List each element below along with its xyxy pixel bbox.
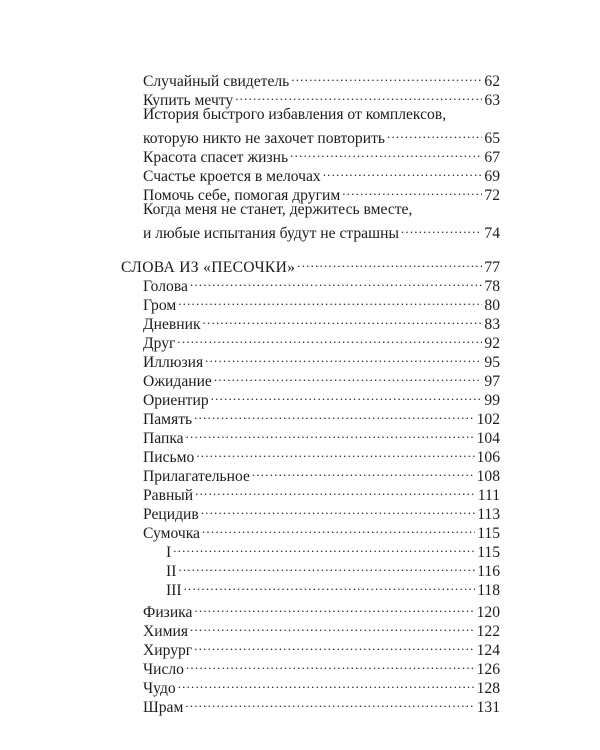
toc-entry-page: 104	[476, 430, 500, 447]
toc-entry-title: Гром	[143, 297, 177, 314]
toc-entry[interactable]	[143, 501, 500, 523]
toc-entry-title: Хирург	[143, 642, 193, 659]
toc-subentry-title: III	[166, 582, 182, 599]
dot-leader	[290, 144, 482, 162]
toc-entry[interactable]	[143, 273, 500, 295]
toc-entry-page: 83	[484, 316, 500, 333]
toc-entry-title: Дневник	[143, 316, 201, 333]
toc-subentry-title: II	[166, 563, 177, 580]
toc-entry-page: 122	[476, 623, 500, 640]
toc-entry-page: 108	[476, 468, 500, 485]
toc-entry-page: 128	[476, 680, 500, 697]
toc-entry-page: 65	[484, 130, 500, 147]
toc-entry[interactable]	[143, 87, 500, 109]
toc-entry-title: которую никто не захочет повторить	[143, 130, 385, 147]
toc-entry-page: 113	[477, 506, 500, 523]
toc-entry-title: Иллюзия	[143, 354, 204, 371]
dot-leader	[178, 675, 475, 693]
toc-entry-title-line1: История быстрого избавления от комплексов,	[143, 106, 447, 123]
dot-leader	[173, 539, 475, 557]
dot-leader	[185, 694, 474, 712]
dot-leader	[184, 577, 476, 595]
toc-entry-title: Счастье кроется в мелочах	[143, 168, 321, 185]
toc-entry[interactable]	[143, 463, 500, 485]
toc-entry[interactable]	[143, 618, 500, 640]
toc-entry-title: Прилагательное	[143, 468, 250, 485]
toc-entry-title: Случайный свидетель	[143, 73, 290, 90]
toc-entry-page: 67	[484, 149, 500, 166]
toc-entry[interactable]	[143, 311, 500, 333]
toc-entry-title: Память	[143, 411, 193, 428]
dot-leader	[203, 311, 483, 329]
dot-leader	[195, 482, 476, 500]
toc-entry-page: 69	[484, 168, 500, 185]
toc-entry[interactable]	[143, 694, 500, 716]
toc-entry[interactable]	[143, 220, 500, 242]
toc-subentry[interactable]	[166, 539, 500, 561]
toc-entry-page: 99	[484, 392, 500, 409]
toc-entry[interactable]	[143, 125, 500, 147]
dot-leader	[196, 444, 474, 462]
toc-entry-page: 97	[484, 373, 500, 390]
toc-entry[interactable]	[143, 656, 500, 678]
dot-leader	[201, 501, 475, 519]
toc-entry-page: 126	[476, 661, 500, 678]
toc-subentry-page: 115	[477, 544, 500, 561]
dot-leader	[401, 220, 482, 238]
toc-entry[interactable]	[143, 68, 500, 90]
toc-entry-title: Равный	[143, 487, 194, 504]
toc-entry-title: Красота спасет жизнь	[143, 149, 289, 166]
toc-entry-page: 102	[476, 411, 500, 428]
toc-entry-title-line1: Когда меня не станет, держитесь вместе,	[143, 201, 413, 218]
toc-entry-page: 78	[484, 278, 500, 295]
toc-entry-page: 74	[484, 225, 500, 242]
toc-entry-title: Папка	[143, 430, 184, 447]
toc-entry[interactable]	[143, 444, 500, 466]
toc-entry-page: 131	[476, 699, 500, 716]
dot-leader	[252, 463, 475, 481]
dot-leader	[178, 292, 482, 310]
toc-entry-page: 62	[484, 73, 500, 90]
toc-subentry[interactable]	[166, 577, 500, 599]
toc-entry[interactable]	[143, 349, 500, 371]
dot-leader	[194, 406, 474, 424]
toc-entry[interactable]	[143, 520, 500, 542]
toc-entry-page: 63	[484, 92, 500, 109]
dot-leader	[387, 125, 482, 143]
toc-subentry[interactable]	[166, 558, 500, 580]
dot-leader	[214, 368, 483, 386]
dot-leader	[186, 656, 475, 674]
dot-leader	[211, 387, 483, 405]
toc-entry-page: 124	[476, 642, 500, 659]
toc-entry-title: Рецидив	[143, 506, 199, 523]
toc-entry-page: 95	[484, 354, 500, 371]
dot-leader	[190, 618, 475, 636]
section-page: 77	[484, 259, 500, 276]
dot-leader	[205, 349, 482, 367]
toc-entry[interactable]	[143, 599, 500, 621]
dot-leader	[202, 520, 475, 538]
toc-entry-page: 80	[484, 297, 500, 314]
dot-leader	[342, 182, 482, 200]
toc-entry-title: Физика	[143, 604, 193, 621]
toc-subentry-page: 116	[477, 563, 500, 580]
dot-leader	[235, 87, 482, 105]
toc-entry-page: 120	[476, 604, 500, 621]
dot-leader	[186, 425, 475, 443]
toc-entry[interactable]	[143, 368, 500, 390]
dot-leader	[291, 68, 482, 86]
toc-entry-title: Чудо	[143, 680, 176, 697]
toc-entry-title: Ожидание	[143, 373, 212, 390]
toc-entry[interactable]	[143, 406, 500, 428]
toc-section-heading[interactable]	[121, 254, 500, 276]
toc-entry[interactable]	[143, 482, 500, 504]
toc-entry-page: 92	[484, 335, 500, 352]
toc-entry-page: 115	[477, 525, 500, 542]
toc-entry[interactable]	[143, 637, 500, 659]
dot-leader	[194, 637, 474, 655]
toc-entry-title: Химия	[143, 623, 188, 640]
toc-entry-title: Помочь себе, помогая другим	[143, 187, 341, 204]
toc-entry[interactable]	[143, 144, 500, 166]
toc-subentry-title: I	[166, 544, 172, 561]
dot-leader	[177, 330, 482, 348]
toc-entry-title: Письмо	[143, 449, 195, 466]
toc-entry-page: 72	[484, 187, 500, 204]
dot-leader	[297, 254, 482, 272]
toc-entry-page: 106	[476, 449, 500, 466]
toc-entry[interactable]	[143, 387, 500, 409]
toc-entry[interactable]	[143, 292, 500, 314]
dot-leader	[323, 163, 483, 181]
dot-leader	[190, 273, 483, 291]
dot-leader	[194, 599, 474, 617]
toc-entry-title: Купить мечту	[143, 92, 234, 109]
toc-entry-page: 111	[477, 487, 500, 504]
toc-entry-title: Голова	[143, 278, 188, 295]
toc-entry[interactable]	[143, 163, 500, 185]
dot-leader	[178, 558, 475, 576]
toc-entry-title: Сумочка	[143, 525, 200, 542]
toc-subentry-page: 118	[477, 582, 500, 599]
toc-entry-title: Ориентир	[143, 392, 209, 409]
toc-entry[interactable]	[143, 330, 500, 352]
toc-entry-title: Шрам	[143, 699, 184, 716]
toc-entry-title: Друг	[143, 335, 176, 352]
toc-entry-title: и любые испытания будут не страшны	[143, 225, 399, 242]
toc-entry-title: Число	[143, 661, 184, 678]
toc-entry[interactable]	[143, 182, 500, 204]
toc-entry[interactable]	[143, 675, 500, 697]
toc-entry[interactable]	[143, 425, 500, 447]
section-title: СЛОВА ИЗ «ПЕСОЧКИ»	[121, 259, 296, 276]
